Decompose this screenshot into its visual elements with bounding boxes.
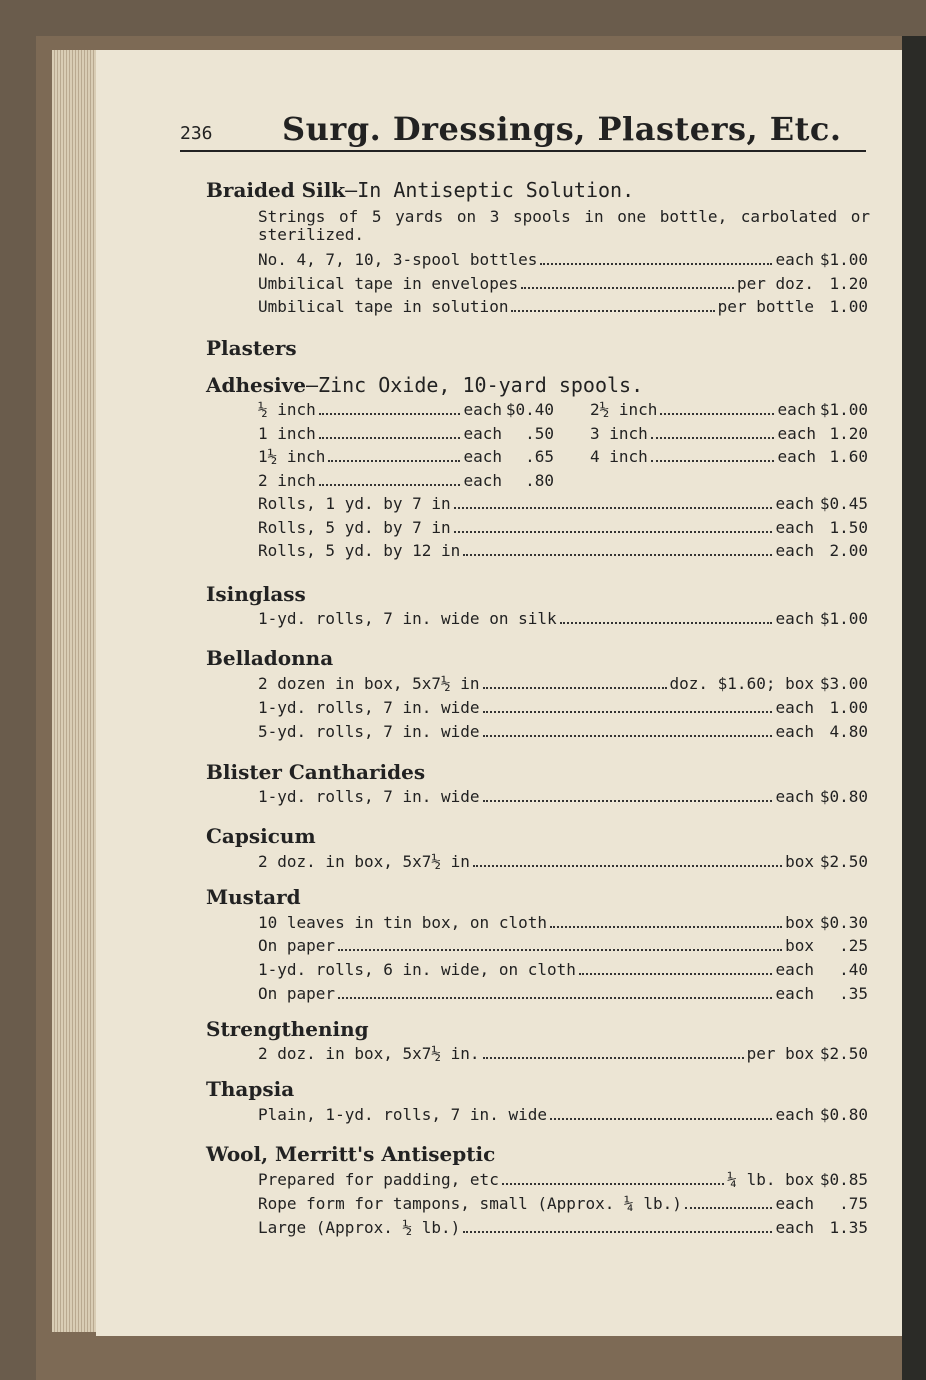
leader-dots [463, 1230, 772, 1233]
item-label: Rolls, 1 yd. by 7 in [258, 494, 451, 513]
item-unit: each [463, 447, 502, 466]
adhesive-right-item [590, 400, 868, 422]
item-label: Large (Approx. ½ lb.) [258, 1218, 461, 1237]
leader-dots [660, 413, 774, 415]
leader-dots [483, 686, 667, 689]
item-unit: each [775, 1194, 814, 1213]
item-unit: box [785, 913, 814, 932]
price-line [258, 274, 868, 296]
item-label: 2 doz. in box, 5x7½ in. [258, 1044, 480, 1063]
item-price: $0.30 [819, 913, 868, 932]
section-heading-wool: Wool, Merritt's Antiseptic [206, 1142, 496, 1166]
item-unit: each [775, 787, 814, 806]
price-line [258, 297, 868, 319]
leader-dots [454, 530, 773, 533]
adhesive-left-item [258, 447, 554, 469]
item-price: 1.20 [829, 274, 868, 293]
item-price: 1.00 [829, 297, 868, 316]
leader-dots [473, 864, 782, 867]
section-heading-capsicum: Capsicum [206, 824, 316, 848]
item-label: Rolls, 5 yd. by 12 in [258, 541, 461, 560]
item-label: Rolls, 5 yd. by 7 in [258, 518, 451, 537]
item-price: .35 [839, 984, 868, 1003]
adhesive-left-item [258, 471, 554, 493]
leader-dots [338, 948, 782, 951]
leader-dots [454, 506, 773, 509]
item-label: 1-yd. rolls, 7 in. wide [258, 787, 480, 806]
item-unit: per bottle [717, 297, 814, 316]
item-label: ½ inch [258, 400, 316, 419]
item-unit: box [785, 852, 814, 871]
item-unit: each [463, 400, 502, 419]
price-line [258, 674, 868, 696]
adhesive-left-item [258, 424, 554, 446]
price-line [258, 787, 868, 809]
item-price: $1.00 [819, 250, 868, 269]
leader-dots [651, 460, 775, 462]
price-line [258, 1194, 868, 1216]
item-label: Umbilical tape in envelopes [258, 274, 519, 293]
item-unit: each [775, 698, 814, 717]
leader-dots [319, 437, 461, 439]
price-line [258, 518, 868, 540]
item-unit: each [775, 960, 814, 979]
item-unit: each [775, 984, 814, 1003]
leader-dots [338, 996, 772, 999]
item-unit: each [775, 541, 814, 560]
leader-dots [685, 1206, 773, 1209]
item-unit: ¼ lb. box [727, 1170, 814, 1189]
price-line [258, 494, 868, 516]
section-heading-blister-cantharides: Blister Cantharides [206, 760, 426, 784]
item-price: $3.00 [819, 674, 868, 693]
section-heading-plasters: Plasters [206, 336, 297, 360]
price-line [258, 541, 868, 563]
price-line [258, 609, 868, 631]
leader-dots [483, 710, 773, 713]
adhesive-right-item [590, 424, 868, 446]
item-label: No. 4, 7, 10, 3-spool bottles [258, 250, 538, 269]
page-title: Surg. Dressings, Plasters, Etc. [282, 110, 842, 148]
item-price: .40 [839, 960, 868, 979]
item-unit: each [775, 250, 814, 269]
leader-dots [521, 286, 734, 289]
item-label: Umbilical tape in solution [258, 297, 509, 316]
page-edges [52, 50, 98, 1332]
heading-bold: Braided Silk [206, 178, 346, 202]
item-price: 1.00 [829, 698, 868, 717]
item-price: $1.00 [819, 400, 868, 419]
item-label: 1-yd. rolls, 6 in. wide, on cloth [258, 960, 576, 979]
item-label: 1-yd. rolls, 7 in. wide on silk [258, 609, 557, 628]
heading-rest: —In Antiseptic Solution. [345, 178, 635, 202]
item-price: .65 [525, 447, 554, 466]
item-price: 1.35 [829, 1218, 868, 1237]
price-line [258, 1105, 868, 1127]
leader-dots [463, 553, 772, 556]
item-unit: each [775, 518, 814, 537]
price-line [258, 1218, 868, 1240]
item-unit: box [785, 936, 814, 955]
item-price: $2.50 [819, 1044, 868, 1063]
section-heading-isinglass: Isinglass [206, 582, 306, 606]
item-unit: each [775, 1105, 814, 1124]
background-edge [902, 36, 926, 1380]
price-line [258, 984, 868, 1006]
heading-rest: —Zinc Oxide, 10-yard spools. [305, 373, 644, 397]
item-price: .25 [839, 936, 868, 955]
section-heading-adhesive [206, 373, 643, 397]
leader-dots [483, 799, 773, 802]
price-line [258, 250, 868, 272]
item-label: On paper [258, 984, 336, 1003]
heading-bold: Adhesive [206, 373, 306, 397]
adhesive-left-item [258, 400, 554, 422]
leader-dots [319, 413, 461, 415]
leader-dots [502, 1182, 724, 1185]
item-price: $2.50 [819, 852, 868, 871]
leader-dots [483, 734, 773, 737]
item-label: Plain, 1-yd. rolls, 7 in. wide [258, 1105, 547, 1124]
price-line [258, 852, 868, 874]
item-unit: each [777, 400, 816, 419]
book-page [96, 50, 902, 1336]
item-label: Prepared for padding, etc [258, 1170, 499, 1189]
section-heading-braided-silk [206, 178, 634, 202]
item-unit: each [777, 424, 816, 443]
item-unit: each [463, 424, 502, 443]
price-line [258, 1044, 868, 1066]
item-price: 1.60 [829, 447, 868, 466]
catalog-content [96, 50, 902, 1336]
leader-dots [483, 1056, 744, 1059]
item-label: 2 inch [258, 471, 316, 490]
item-price: 4.80 [829, 722, 868, 741]
item-label: 2 dozen in box, 5x7½ in [258, 674, 480, 693]
leader-dots [319, 484, 461, 486]
item-label: 1 inch [258, 424, 316, 443]
adhesive-right-item [590, 447, 868, 469]
item-price: .80 [525, 471, 554, 490]
item-label: 1-yd. rolls, 7 in. wide [258, 698, 480, 717]
item-price: 1.20 [829, 424, 868, 443]
item-price: 2.00 [829, 541, 868, 560]
braided-description: Strings of 5 yards on 3 spools in one bottle, carbolated or sterilized. [258, 207, 870, 244]
item-price: $0.80 [819, 1105, 868, 1124]
page-number: 236 [180, 123, 213, 144]
leader-dots [560, 621, 773, 624]
item-unit: per doz. [736, 274, 814, 293]
item-price: $1.00 [819, 609, 868, 628]
item-label: 1½ inch [258, 447, 326, 466]
section-heading-strengthening: Strengthening [206, 1017, 369, 1041]
leader-dots [540, 262, 772, 265]
item-label: 5-yd. rolls, 7 in. wide [258, 722, 480, 741]
item-unit: each [463, 471, 502, 490]
item-label: 10 leaves in tin box, on cloth [258, 913, 547, 932]
price-line [258, 913, 868, 935]
item-price: .50 [525, 424, 554, 443]
item-label: 4 inch [590, 447, 648, 466]
item-price: $0.85 [819, 1170, 868, 1189]
leader-dots [511, 309, 714, 312]
price-line [258, 698, 868, 720]
leader-dots [651, 437, 775, 439]
item-price: .75 [839, 1194, 868, 1213]
leader-dots [550, 925, 782, 928]
leader-dots [550, 1117, 772, 1120]
item-price: $0.40 [505, 400, 554, 419]
item-unit: each [775, 1218, 814, 1237]
item-unit: each [775, 722, 814, 741]
price-line [258, 936, 868, 958]
item-label: 2 doz. in box, 5x7½ in [258, 852, 470, 871]
price-line [258, 722, 868, 744]
item-label: 3 inch [590, 424, 648, 443]
item-unit: each [775, 609, 814, 628]
item-unit: doz. $1.60; box [669, 674, 814, 693]
section-heading-belladonna: Belladonna [206, 646, 334, 670]
leader-dots [579, 972, 773, 975]
section-heading-thapsia: Thapsia [206, 1077, 295, 1101]
item-price: $0.80 [819, 787, 868, 806]
leader-dots [328, 460, 460, 462]
item-price: $0.45 [819, 494, 868, 513]
item-label: Rope form for tampons, small (Approx. ¼ lb.) [258, 1194, 682, 1213]
section-heading-mustard: Mustard [206, 885, 301, 909]
price-line [258, 1170, 868, 1192]
item-label: On paper [258, 936, 336, 955]
item-unit: each [777, 447, 816, 466]
price-line [258, 960, 868, 982]
item-label: 2½ inch [590, 400, 658, 419]
item-unit: per box [746, 1044, 814, 1063]
item-price: 1.50 [829, 518, 868, 537]
item-unit: each [775, 494, 814, 513]
